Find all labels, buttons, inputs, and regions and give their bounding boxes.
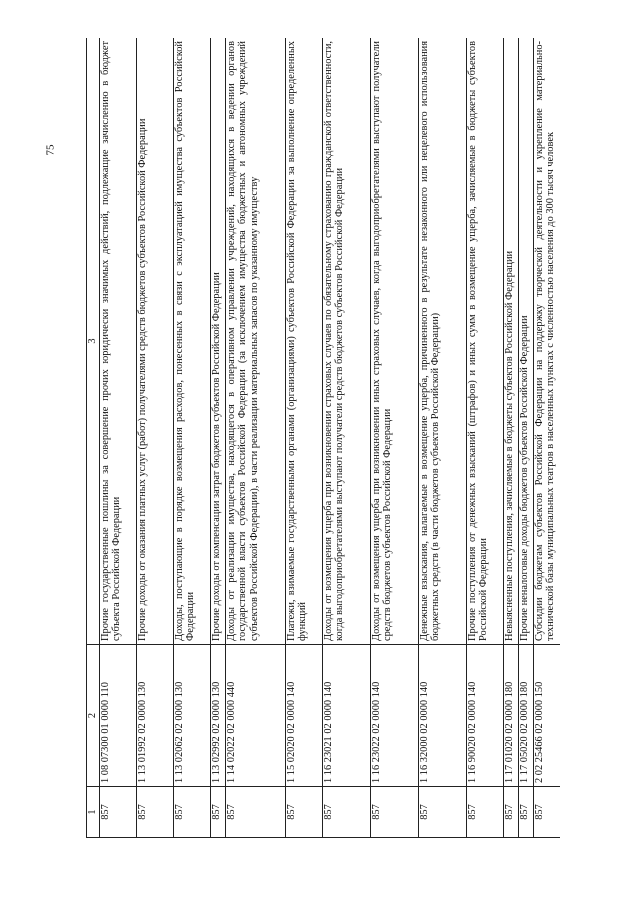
- table-header-row: [87, 38, 100, 838]
- table-row: [371, 38, 419, 838]
- admin-code-cell: 857: [226, 787, 286, 838]
- admin-code-cell: 857: [286, 787, 323, 838]
- revenue-name-cell: Доходы, поступающие в порядке возмещения расходов, понесенных в связи с эксплуатацией имущества субъектов Российской Федерации: [174, 38, 211, 645]
- budget-code-cell: 1 13 02992 02 0000 130: [211, 645, 226, 787]
- revenue-name-cell: Денежные взыскания, налагаемые в возмещение ущерба, причиненного в результате незаконного или нецелевого использования бюджетных средств (в части бюджетов субъектов Российской Федерации): [419, 38, 467, 645]
- budget-code-cell: 1 17 01020 02 0000 180: [504, 645, 519, 787]
- budget-code-cell: 1 15 02020 02 0000 140: [286, 645, 323, 787]
- table-row: [519, 38, 534, 838]
- revenue-name-cell: Доходы от реализации имущества, находящегося в оперативном управлении учреждений, находящихся в ведении органов государственной власти субъектов Российской Федерации (за исключением имущества бюджетных и автономных учреждений субъектов Российской Федерации), в части реализации материальных запасов по указанному имуществу: [226, 38, 286, 645]
- revenue-name-cell: Прочие доходы от компенсации затрат бюджетов субъектов Российской Федерации: [211, 38, 226, 645]
- header-col-1: 1: [87, 787, 100, 838]
- admin-code-cell: 857: [504, 787, 519, 838]
- admin-code-cell: 857: [174, 787, 211, 838]
- budget-code-cell: 1 08 07300 01 0000 110: [100, 645, 137, 787]
- table-row: [100, 38, 137, 838]
- budget-code-cell: 1 16 23021 02 0000 140: [323, 645, 371, 787]
- budget-code-cell: 1 16 32000 02 0000 140: [419, 645, 467, 787]
- table-row: [534, 38, 561, 838]
- budget-code-cell: 1 16 23022 02 0000 140: [371, 645, 419, 787]
- admin-code-cell: 857: [100, 787, 137, 838]
- budget-code-cell: 1 13 01992 02 0000 130: [137, 645, 174, 787]
- admin-code-cell: 857: [211, 787, 226, 838]
- budget-code-cell: 2 02 25466 02 0000 150: [534, 645, 561, 787]
- table-row: [226, 38, 286, 838]
- rotated-page: [86, 38, 560, 838]
- admin-code-cell: 857: [467, 787, 504, 838]
- budget-code-cell: 1 17 05020 02 0000 180: [519, 645, 534, 787]
- admin-code-cell: 857: [534, 787, 561, 838]
- budget-code-cell: 1 13 02062 02 0000 130: [174, 645, 211, 787]
- revenue-name-cell: Прочие поступления от денежных взысканий (штрафов) и иных сумм в возмещение ущерба, зачисляемые в бюджеты субъектов Российской Федерации: [467, 38, 504, 645]
- table-row: [323, 38, 371, 838]
- table-row: [137, 38, 174, 838]
- header-col-2: 2: [87, 645, 100, 787]
- revenue-name-cell: Невыясненные поступления, зачисляемые в бюджеты субъектов Российской Федерации: [504, 38, 519, 645]
- table-row: [211, 38, 226, 838]
- admin-code-cell: 857: [519, 787, 534, 838]
- revenue-name-cell: Платежи, взимаемые государственными органами (организациями) субъектов Российской Федерации за выполнение определенных функций: [286, 38, 323, 645]
- table-row: [419, 38, 467, 838]
- admin-code-cell: 857: [419, 787, 467, 838]
- revenue-name-cell: Прочие доходы от оказания платных услуг (работ) получателями средств бюджетов субъектов Российской Федерации: [137, 38, 174, 645]
- revenue-name-cell: Доходы от возмещения ущерба при возникновении страховых случаев по обязательному страхованию гражданской ответственности, когда выгодоприобретателями выступают получатели средств бюджетов субъектов Российской Федерации: [323, 38, 371, 645]
- table-row: [467, 38, 504, 838]
- revenue-name-cell: Прочие государственные пошлины за совершение прочих юридически значимых действий, подлежащие зачислению в бюджет субъекта Российской Федерации: [100, 38, 137, 645]
- revenue-name-cell: Прочие неналоговые доходы бюджетов субъектов Российской Федерации: [519, 38, 534, 645]
- revenue-name-cell: Субсидии бюджетам субъектов Российской Федерации на поддержку творческой деятельности и укрепление материально-технической базы муниципальных театров в населенных пунктах с численностью населения до 300 тысяч человек: [534, 38, 561, 645]
- table-row: [504, 38, 519, 838]
- budget-code-cell: 1 14 02022 02 0000 440: [226, 645, 286, 787]
- table-row: [286, 38, 323, 838]
- admin-code-cell: 857: [323, 787, 371, 838]
- admin-code-cell: 857: [137, 787, 174, 838]
- budget-code-cell: 1 16 90020 02 0000 140: [467, 645, 504, 787]
- table-row: [174, 38, 211, 838]
- page-number: 75: [44, 144, 56, 156]
- revenue-name-cell: Доходы от возмещения ущерба при возникновении иных страховых случаев, когда выгодоприобретателями выступают получатели средств бюджетов субъектов Российской Федерации: [371, 38, 419, 645]
- admin-code-cell: 857: [371, 787, 419, 838]
- header-col-3: 3: [87, 38, 100, 645]
- revenue-codes-table: [86, 38, 560, 838]
